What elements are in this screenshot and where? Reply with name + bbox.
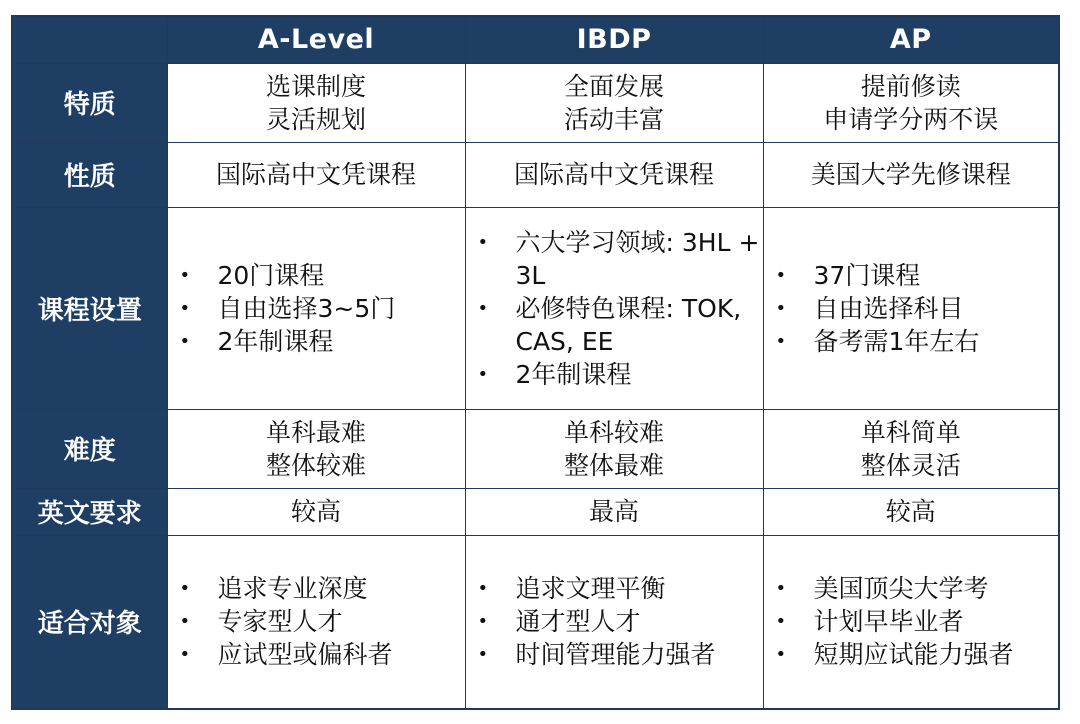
bullet-icon: •: [179, 264, 191, 286]
bullet-icon: •: [775, 644, 787, 666]
row-header-english-requirement: 英文要求: [12, 488, 167, 535]
list-item-text: 2年制课程: [515, 359, 632, 389]
cell-traits-ibdp: [465, 63, 763, 142]
comparison-table-wrapper: [11, 15, 1060, 710]
cell-english-ap: [763, 488, 1059, 535]
list-item: [776, 638, 1059, 671]
list-item-text: 自由选择3~5门: [217, 293, 396, 323]
table-row: [12, 63, 1059, 142]
cell-target-ibdp: [465, 535, 763, 709]
list-item: [776, 325, 1059, 358]
bullet-icon: •: [477, 578, 489, 600]
table-row: [12, 409, 1059, 488]
list-item-text: 时间管理能力强者: [515, 640, 716, 670]
list-item-text: 自由选择科目: [813, 293, 964, 323]
list-item: [478, 638, 763, 671]
list-item: [478, 572, 763, 605]
list-item-text: 通才型人才: [515, 607, 641, 637]
list-item: [776, 605, 1059, 638]
list-item-text: 应试型或偏科者: [217, 640, 393, 670]
cell-line: 申请学分两不误: [823, 104, 999, 134]
bullet-icon: •: [775, 264, 787, 286]
cell-difficulty-ap: [763, 409, 1059, 488]
cell-line: 单科简单: [860, 417, 961, 447]
cell-line: 国际高中文凭课程: [215, 160, 416, 189]
row-header-target-students: 适合对象: [12, 535, 167, 709]
bullet-icon: •: [477, 611, 489, 633]
cell-line: 全面发展: [563, 71, 664, 101]
cell-line: 整体较难: [265, 450, 366, 480]
bullet-icon: •: [477, 297, 489, 319]
cell-curriculum-ibdp: [465, 207, 763, 409]
list-item: [776, 259, 1059, 292]
header-corner-cell: [12, 16, 167, 63]
column-header-ap: AP: [763, 16, 1059, 63]
bullet-list: [466, 226, 763, 391]
cell-line: 最高: [588, 497, 639, 526]
list-item-text: 专家型人才: [217, 607, 343, 637]
cell-target-a-level: [167, 535, 465, 709]
table-row: [12, 488, 1059, 535]
list-item: [478, 358, 763, 391]
list-item-text: 备考需1年左右: [813, 326, 980, 356]
bullet-list: [466, 572, 763, 671]
list-item: [180, 572, 465, 605]
cell-line: 提前修读: [860, 71, 961, 101]
list-item: [180, 638, 465, 671]
list-item-text: 20门课程: [217, 260, 325, 290]
bullet-icon: •: [477, 231, 489, 253]
bullet-list: [764, 572, 1059, 671]
column-header-a-level: A-Level: [167, 16, 465, 63]
list-item-text: 37门课程: [813, 260, 921, 290]
bullet-icon: •: [179, 644, 191, 666]
list-item-text: 六大学习领域: 3HL + 3L: [515, 227, 760, 290]
bullet-icon: •: [775, 578, 787, 600]
list-item: [180, 325, 465, 358]
cell-curriculum-ap: [763, 207, 1059, 409]
list-item: [478, 226, 763, 292]
cell-traits-a-level: [167, 63, 465, 142]
bullet-list: [764, 259, 1059, 358]
list-item-text: 美国顶尖大学考: [813, 574, 989, 604]
cell-line: 较高: [885, 497, 936, 526]
cell-target-ap: [763, 535, 1059, 709]
row-header-nature: 性质: [12, 142, 167, 207]
cell-line: 单科较难: [563, 417, 664, 447]
cell-line: 选课制度: [265, 71, 366, 101]
bullet-icon: •: [179, 297, 191, 319]
list-item: [478, 605, 763, 638]
bullet-icon: •: [775, 297, 787, 319]
cell-nature-ibdp: [465, 142, 763, 207]
list-item-text: 追求文理平衡: [515, 574, 666, 604]
cell-nature-ap: [763, 142, 1059, 207]
bullet-list: [168, 259, 465, 358]
bullet-icon: •: [477, 363, 489, 385]
cell-nature-a-level: [167, 142, 465, 207]
list-item: [776, 572, 1059, 605]
cell-difficulty-ibdp: [465, 409, 763, 488]
bullet-list: [168, 572, 465, 671]
row-header-traits: 特质: [12, 63, 167, 142]
table-row: [12, 142, 1059, 207]
bullet-icon: •: [775, 611, 787, 633]
header-row: [12, 16, 1059, 63]
list-item: [180, 292, 465, 325]
list-item-text: 短期应试能力强者: [813, 640, 1014, 670]
list-item-text: 追求专业深度: [217, 574, 368, 604]
list-item: [180, 259, 465, 292]
cell-traits-ap: [763, 63, 1059, 142]
bullet-icon: •: [179, 611, 191, 633]
bullet-icon: •: [179, 578, 191, 600]
cell-english-ibdp: [465, 488, 763, 535]
cell-line: 较高: [290, 497, 341, 526]
list-item: [478, 292, 763, 358]
bullet-icon: •: [477, 644, 489, 666]
cell-line: 活动丰富: [563, 104, 664, 134]
comparison-table: [11, 15, 1060, 710]
bullet-icon: •: [179, 330, 191, 352]
list-item-text: 计划早毕业者: [813, 607, 964, 637]
row-header-difficulty: 难度: [12, 409, 167, 488]
cell-line: 整体灵活: [860, 450, 961, 480]
column-header-ibdp: IBDP: [465, 16, 763, 63]
cell-line: 整体最难: [563, 450, 664, 480]
cell-line: 国际高中文凭课程: [513, 160, 714, 189]
cell-line: 灵活规划: [265, 104, 366, 134]
bullet-icon: •: [775, 330, 787, 352]
cell-line: 单科最难: [265, 417, 366, 447]
list-item: [776, 292, 1059, 325]
list-item-text: 2年制课程: [217, 326, 334, 356]
list-item-text: 必修特色课程: TOK, CAS, EE: [515, 293, 742, 356]
table-row: [12, 207, 1059, 409]
table-row: [12, 535, 1059, 709]
cell-line: 美国大学先修课程: [810, 160, 1011, 189]
list-item: [180, 605, 465, 638]
cell-english-a-level: [167, 488, 465, 535]
row-header-curriculum: 课程设置: [12, 207, 167, 409]
cell-difficulty-a-level: [167, 409, 465, 488]
cell-curriculum-a-level: [167, 207, 465, 409]
